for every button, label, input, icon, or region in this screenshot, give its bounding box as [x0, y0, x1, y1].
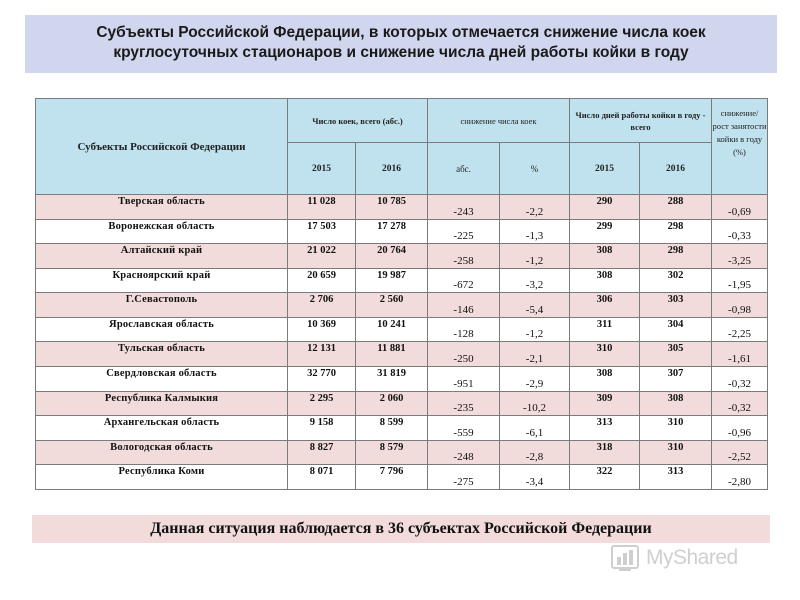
- cell-beds-2016: 2 060: [356, 391, 428, 416]
- cell-beds-2016: 2 560: [356, 293, 428, 318]
- cell-abs: -258: [428, 244, 500, 269]
- header-occupancy: снижение/ рост занятости койки в году (%): [712, 99, 768, 195]
- cell-beds-2016: 7 796: [356, 465, 428, 490]
- title-line-1: Субъекты Российской Федерации, в которых отмечается снижение числа коек: [96, 24, 706, 41]
- cell-beds-2015: 8 827: [288, 440, 356, 465]
- cell-pct: -6,1: [500, 416, 570, 441]
- table-row: [36, 195, 768, 220]
- cell-days-2016: 310: [640, 416, 712, 441]
- table-row: [36, 367, 768, 392]
- table-row: [36, 219, 768, 244]
- table-row: [36, 293, 768, 318]
- cell-occupancy: -1,95: [712, 268, 768, 293]
- cell-pct: -1,2: [500, 317, 570, 342]
- cell-days-2016: 305: [640, 342, 712, 367]
- cell-occupancy: -2,25: [712, 317, 768, 342]
- cell-beds-2016: 10 241: [356, 317, 428, 342]
- cell-abs: -128: [428, 317, 500, 342]
- cell-days-2016: 313: [640, 465, 712, 490]
- header-subjects: Субъекты Российской Федерации: [36, 99, 288, 195]
- cell-days-2015: 308: [570, 244, 640, 269]
- table-row: [36, 317, 768, 342]
- cell-occupancy: -0,33: [712, 219, 768, 244]
- cell-beds-2015: 8 071: [288, 465, 356, 490]
- cell-days-2016: 298: [640, 219, 712, 244]
- cell-beds-2015: 12 131: [288, 342, 356, 367]
- cell-pct: -2,1: [500, 342, 570, 367]
- cell-subject: Республика Калмыкия: [36, 391, 288, 416]
- cell-abs: -559: [428, 416, 500, 441]
- cell-beds-2015: 10 369: [288, 317, 356, 342]
- cell-subject: Красноярский край: [36, 268, 288, 293]
- cell-days-2015: 322: [570, 465, 640, 490]
- cell-days-2016: 303: [640, 293, 712, 318]
- header-days-2016: 2016: [640, 143, 712, 195]
- cell-abs: -225: [428, 219, 500, 244]
- cell-beds-2016: 11 881: [356, 342, 428, 367]
- cell-days-2016: 310: [640, 440, 712, 465]
- cell-abs: -248: [428, 440, 500, 465]
- table-row: [36, 465, 768, 490]
- cell-abs: -275: [428, 465, 500, 490]
- cell-beds-2016: 31 819: [356, 367, 428, 392]
- cell-beds-2015: 2 295: [288, 391, 356, 416]
- cell-days-2015: 309: [570, 391, 640, 416]
- cell-days-2015: 308: [570, 268, 640, 293]
- cell-beds-2015: 21 022: [288, 244, 356, 269]
- cell-subject: Вологодская область: [36, 440, 288, 465]
- cell-occupancy: -2,52: [712, 440, 768, 465]
- cell-days-2016: 307: [640, 367, 712, 392]
- cell-pct: -3,2: [500, 268, 570, 293]
- watermark: [610, 540, 785, 576]
- cell-beds-2016: 10 785: [356, 195, 428, 220]
- header-days-total: Число дней работы койки в году - всего: [570, 99, 712, 143]
- cell-pct: -2,2: [500, 195, 570, 220]
- header-days-2015: 2015: [570, 143, 640, 195]
- cell-beds-2015: 11 028: [288, 195, 356, 220]
- slide-title: [25, 15, 777, 73]
- table-row: [36, 244, 768, 269]
- cell-pct: -10,2: [500, 391, 570, 416]
- cell-beds-2016: 17 278: [356, 219, 428, 244]
- cell-subject: Г.Севастополь: [36, 293, 288, 318]
- cell-days-2016: 308: [640, 391, 712, 416]
- cell-days-2015: 318: [570, 440, 640, 465]
- cell-pct: -5,4: [500, 293, 570, 318]
- cell-beds-2016: 20 764: [356, 244, 428, 269]
- cell-subject: Алтайский край: [36, 244, 288, 269]
- cell-days-2015: 311: [570, 317, 640, 342]
- cell-subject: Архангельская область: [36, 416, 288, 441]
- cell-occupancy: -0,32: [712, 367, 768, 392]
- cell-pct: -1,2: [500, 244, 570, 269]
- cell-days-2015: 310: [570, 342, 640, 367]
- cell-subject: Свердловская область: [36, 367, 288, 392]
- cell-days-2016: 302: [640, 268, 712, 293]
- table-row: [36, 440, 768, 465]
- table-row: [36, 342, 768, 367]
- watermark-text: MyShared: [646, 546, 738, 569]
- header-beds-2016: 2016: [356, 143, 428, 195]
- cell-beds-2015: 20 659: [288, 268, 356, 293]
- header-abs: абс.: [428, 143, 500, 195]
- header-beds-total: Число коек, всего (абс.): [288, 99, 428, 143]
- cell-abs: -951: [428, 367, 500, 392]
- subjects-table: [35, 98, 768, 490]
- cell-subject: Тульская область: [36, 342, 288, 367]
- cell-subject: Воронежская область: [36, 219, 288, 244]
- bar-chart-icon: [610, 543, 640, 573]
- cell-subject: Тверская область: [36, 195, 288, 220]
- cell-abs: -235: [428, 391, 500, 416]
- cell-pct: -3,4: [500, 465, 570, 490]
- table-row: [36, 416, 768, 441]
- cell-occupancy: -0,96: [712, 416, 768, 441]
- cell-days-2015: 313: [570, 416, 640, 441]
- cell-abs: -250: [428, 342, 500, 367]
- cell-pct: -2,9: [500, 367, 570, 392]
- cell-beds-2015: 2 706: [288, 293, 356, 318]
- cell-occupancy: -2,80: [712, 465, 768, 490]
- cell-beds-2016: 8 599: [356, 416, 428, 441]
- header-beds-2015: 2015: [288, 143, 356, 195]
- cell-days-2016: 288: [640, 195, 712, 220]
- cell-pct: -2,8: [500, 440, 570, 465]
- header-pct: %: [500, 143, 570, 195]
- table-row: [36, 391, 768, 416]
- cell-occupancy: -0,69: [712, 195, 768, 220]
- title-line-2: круглосуточных стационаров и снижение числа дней работы койки в году: [113, 44, 689, 61]
- cell-days-2015: 306: [570, 293, 640, 318]
- cell-days-2015: 299: [570, 219, 640, 244]
- footer-note: Данная ситуация наблюдается в 36 субъектах Российской Федерации: [32, 515, 770, 543]
- header-beds-decrease: снижение числа коек: [428, 99, 570, 143]
- cell-abs: -243: [428, 195, 500, 220]
- cell-occupancy: -0,32: [712, 391, 768, 416]
- cell-subject: Ярославская область: [36, 317, 288, 342]
- cell-days-2015: 308: [570, 367, 640, 392]
- cell-days-2016: 298: [640, 244, 712, 269]
- cell-abs: -672: [428, 268, 500, 293]
- cell-occupancy: -0,98: [712, 293, 768, 318]
- cell-days-2015: 290: [570, 195, 640, 220]
- cell-abs: -146: [428, 293, 500, 318]
- cell-beds-2016: 19 987: [356, 268, 428, 293]
- cell-beds-2015: 17 503: [288, 219, 356, 244]
- cell-occupancy: -3,25: [712, 244, 768, 269]
- cell-subject: Республика Коми: [36, 465, 288, 490]
- cell-days-2016: 304: [640, 317, 712, 342]
- cell-beds-2015: 32 770: [288, 367, 356, 392]
- table-row: [36, 268, 768, 293]
- cell-occupancy: -1,61: [712, 342, 768, 367]
- cell-beds-2016: 8 579: [356, 440, 428, 465]
- cell-beds-2015: 9 158: [288, 416, 356, 441]
- cell-pct: -1,3: [500, 219, 570, 244]
